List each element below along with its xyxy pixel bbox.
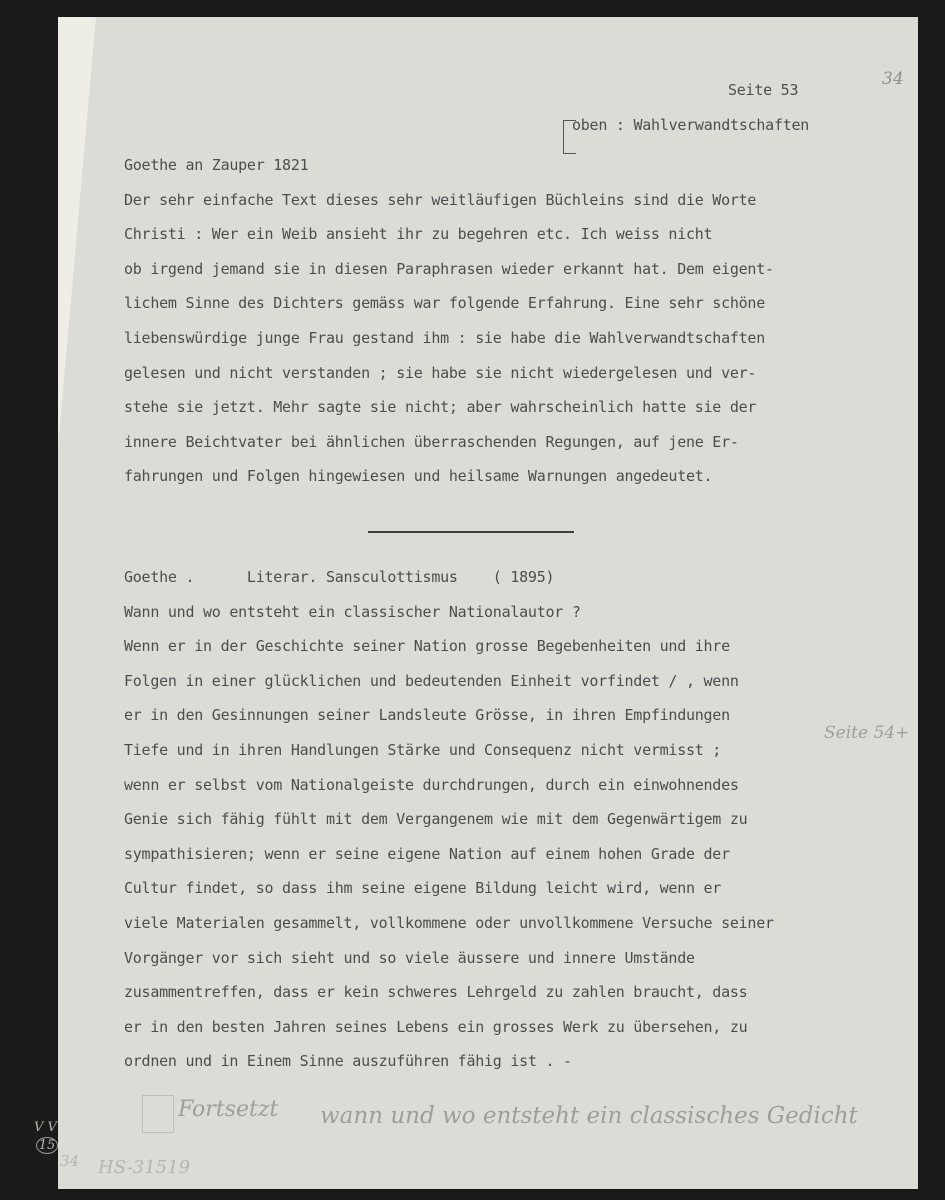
text-line: er in den besten Jahren seines Lebens ein grosses Werk zu übersehen, zu [124, 1017, 748, 1036]
pencil-note-left: Fortsetzt [178, 1097, 279, 1122]
text-line: ordnen und in Einem Sinne auszuführen fähig ist . - [124, 1052, 572, 1071]
text-line: Folgen in einer glücklichen und bedeutenden Einheit vorfindet / , wenn [124, 671, 739, 690]
text-line: stehe sie jetzt. Mehr sagte sie nicht; aber wahrscheinlich hatte sie der [124, 398, 757, 417]
folded-corner [58, 17, 96, 447]
section-note: oben : Wahlverwandtschaften [572, 116, 810, 134]
archive-mark-roman: V V [34, 1120, 57, 1135]
section-divider [368, 531, 574, 533]
text-line: fahrungen und Folgen hingewiesen und heilsame Warnungen angedeutet. [124, 467, 713, 486]
text-line: Genie sich fähig fühlt mit dem Vergangenem wie mit dem Gegenwärtigem zu [124, 810, 748, 829]
paragraph-2 [124, 560, 774, 1079]
text-line: liebenswürdige junge Frau gestand ihm : sie habe die Wahlverwandtschaften [124, 328, 765, 347]
pencil-box-mark [142, 1095, 174, 1133]
text-line: Tiefe und in ihren Handlungen Stärke und Consequenz nicht vermisst ; [124, 740, 722, 759]
paragraph-1 [124, 148, 774, 494]
text-line: Vorgänger vor sich sieht und so viele äussere und innere Umstände [124, 948, 695, 967]
folio-number: 34 [882, 69, 904, 89]
text-line: viele Materialen gesammelt, vollkommene oder unvollkommene Versuche seiner [124, 913, 774, 932]
text-line: Christi : Wer ein Weib ansieht ihr zu begehren etc. Ich weiss nicht [124, 225, 713, 244]
text-line: er in den Gesinnungen seiner Landsleute Grösse, in ihren Empfindungen [124, 706, 730, 725]
text-line: innere Beichtvater bei ähnlichen überraschenden Regungen, auf jene Er- [124, 432, 739, 451]
text-line: gelesen und nicht verstanden ; sie habe sie nicht wiedergelesen und ver- [124, 363, 757, 382]
text-line: sympathisieren; wenn er seine eigene Nation auf einem hohen Grade der [124, 844, 730, 863]
page-header: Seite 53 [728, 81, 799, 99]
text-line: wenn er selbst vom Nationalgeiste durchdrungen, durch ein einwohnendes [124, 775, 739, 794]
archive-mark-folio: 34 [60, 1152, 80, 1170]
text-line: Goethe an Zauper 1821 [124, 156, 309, 174]
text-line: Cultur findet, so dass ihm seine eigene Bildung leicht wird, wenn er [124, 879, 722, 898]
text-line: Der sehr einfache Text dieses sehr weitläufigen Büchleins sind die Worte [124, 190, 757, 209]
archive-page [34, 17, 918, 1189]
archive-signature: HS-31519 [98, 1157, 191, 1178]
text-line: Wann und wo entsteht ein classischer Nationalautor ? [124, 602, 581, 621]
text-line: Goethe . Literar. Sansculottismus ( 1895) [124, 568, 555, 586]
text-line: zusammentreffen, dass er kein schweres Lehrgeld zu zahlen braucht, dass [124, 983, 748, 1002]
pencil-note-bottom: wann und wo entsteht ein classisches Gedicht [320, 1103, 858, 1129]
text-line: ob irgend jemand sie in diesen Paraphrasen wieder erkannt hat. Dem eigent- [124, 259, 774, 278]
text-line: lichem Sinne des Dichters gemäss war folgende Erfahrung. Eine sehr schöne [124, 294, 765, 313]
margin-annotation: Seite 54+ [824, 723, 910, 743]
archive-mark-circled: 15 [36, 1137, 58, 1154]
text-line: Wenn er in der Geschichte seiner Nation grosse Begebenheiten und ihre [124, 637, 730, 656]
